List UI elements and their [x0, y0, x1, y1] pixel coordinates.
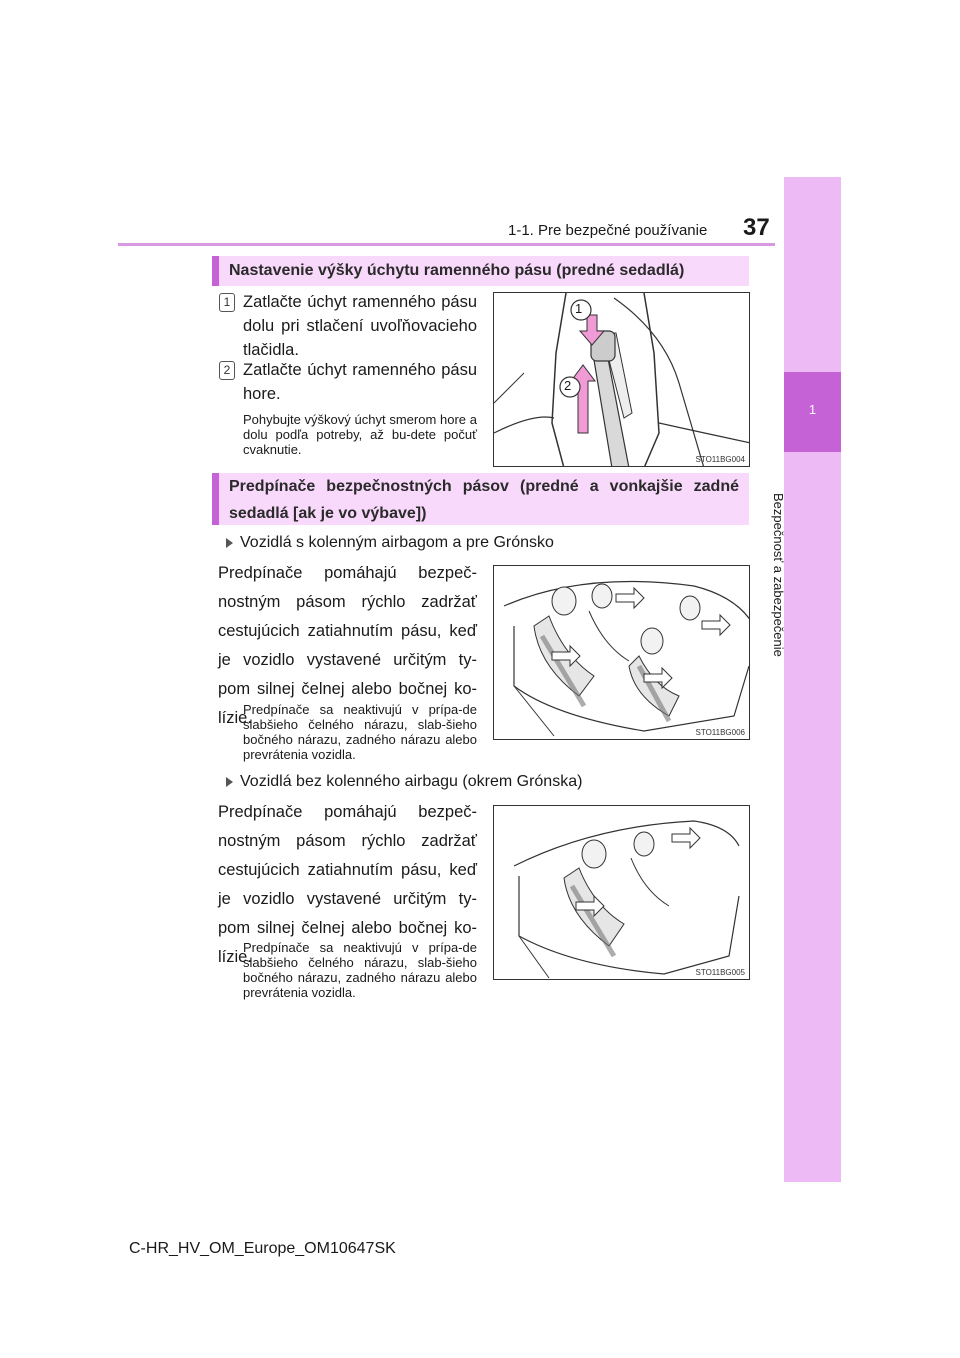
section-heading-shoulder-anchor: Nastavenie výšky úchytu ramenného pásu (predné sedadlá): [212, 256, 749, 286]
page-number: 37: [743, 214, 770, 241]
document-id: C-HR_HV_OM_Europe_OM10647SK: [129, 1240, 396, 1257]
bullet-arrow-icon: [226, 538, 233, 548]
figure-code: STO11BG006: [695, 728, 745, 737]
chapter-title: Bezpečnosť a zabezpečenie: [771, 493, 786, 657]
figure-callout-1: 1: [575, 301, 583, 316]
bullet-no-knee-airbag: [226, 773, 582, 791]
figure-cabin-no-knee-airbag: [493, 805, 750, 980]
figure-callout-2: 2: [564, 378, 572, 393]
pretensioner-note-b: Predpínače sa neaktivujú v prípa-de slabšieho čelného nárazu, slab-šieho bočného nárazu, zadného nárazu alebo prevrátenia vozidla.: [243, 940, 477, 1000]
chapter-side-strip: [784, 177, 841, 1182]
step-number-2: 2: [219, 361, 235, 380]
bullet-text: Vozidlá s kolenným airbagom a pre Grónsko: [240, 534, 554, 551]
cabin-illustration-a: [494, 566, 750, 740]
pretensioner-text-a: Predpínače pomáhajú bezpeč-nostným pásom rýchlo zadržať cestujúcich zatiahnutím pásu, keď je vozidlo vystavené určitým ty-pom silnej čelnej alebo bočnej ko-lízie.: [218, 564, 477, 727]
cabin-illustration-b: [494, 806, 750, 980]
figure-cabin-knee-airbag: [493, 565, 750, 740]
bullet-text: Vozidlá bez kolenného airbagu (okrem Grónska): [240, 773, 583, 790]
step-text-1: Zatlačte úchyt ramenného pásu dolu pri stlačení uvoľňovacieho tlačidla.: [243, 293, 477, 359]
figure-code: STO11BG004: [695, 455, 745, 464]
step-number-1: 1: [219, 293, 235, 312]
step-note: Pohybujte výškový úchyt smerom hore a dolu podľa potreby, až bu-dete počuť cvaknutie.: [243, 412, 477, 457]
bullet-arrow-icon: [226, 777, 233, 787]
header-rule: [118, 243, 775, 246]
section-heading-pretensioners: Predpínače bezpečnostných pásov (predné a vonkajšie zadné sedadlá [ak je vo výbave]): [212, 473, 749, 525]
pretensioner-text-b: Predpínače pomáhajú bezpeč-nostným pásom rýchlo zadržať cestujúcich zatiahnutím pásu, keď je vozidlo vystavené určitým ty-pom silnej čelnej alebo bočnej ko-lízie.: [218, 803, 477, 966]
step-text-2: Zatlačte úchyt ramenného pásu hore.: [243, 361, 477, 403]
shoulder-anchor-illustration: [494, 293, 750, 467]
figure-code: STO11BG005: [695, 968, 745, 977]
bullet-knee-airbag: [226, 534, 554, 552]
chapter-number: 1: [808, 402, 817, 417]
pretensioner-note-a: Predpínače sa neaktivujú v prípa-de slabšieho čelného nárazu, slab-šieho bočného nárazu, zadného nárazu alebo prevrátenia vozidla.: [243, 702, 477, 762]
section-title: 1-1. Pre bezpečné používanie: [508, 222, 708, 239]
figure-shoulder-anchor: [493, 292, 750, 467]
